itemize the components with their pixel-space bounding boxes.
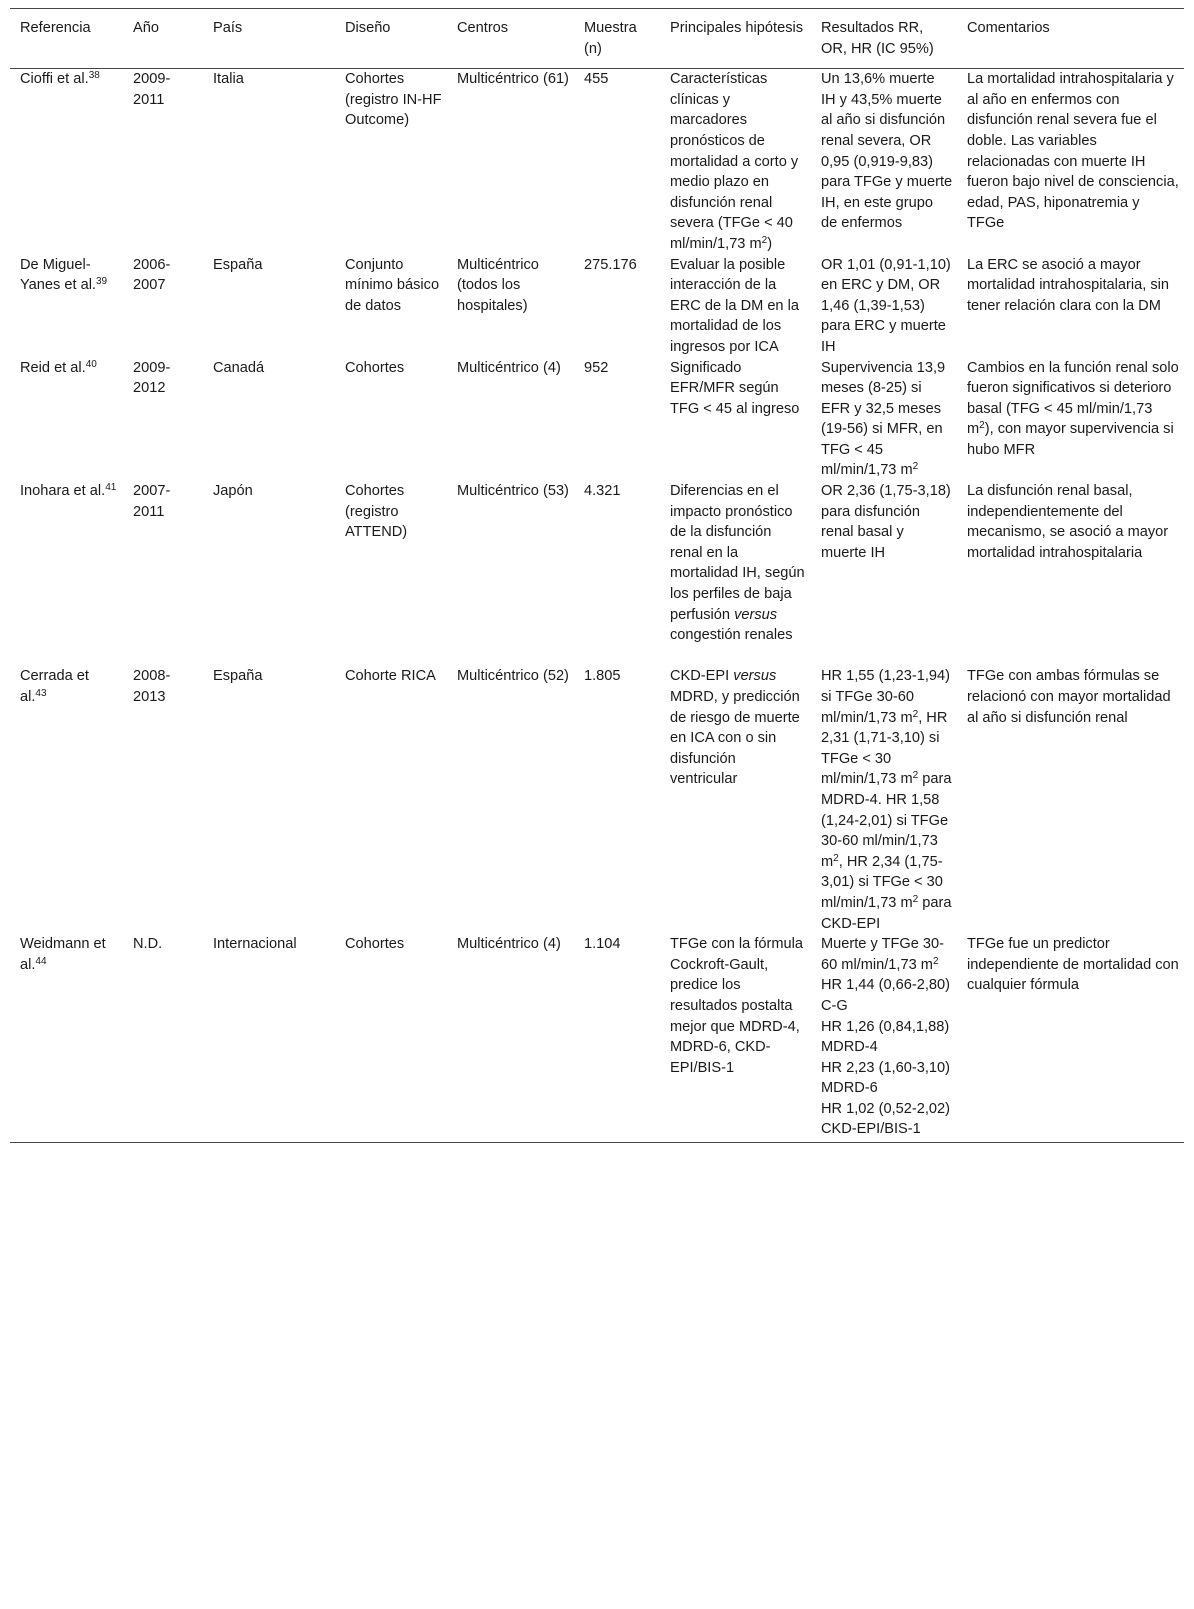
table-row [10, 358, 1184, 482]
cell-results: Muerte y TFGe 30-60 ml/min/1,73 $m^2$ HR 1,44 (0,66-2,80) C-G HR 1,26 (0,84,1,88) MDRD-4 HR 2,23 (1,60-3,10) MDRD-6 HR 1,02 (0,52-2,02) CKD-EPI/BIS-1 [811, 934, 957, 1142]
cell-centers: Multicéntrico (53) [457, 483, 569, 500]
col-header-pais: País [203, 9, 335, 69]
cell-hypothesis: Características clínicas y marcadores pronósticos de mortalidad a corto y medio plazo en disfunción renal severa (TFGe < 40 ml/min/1,73 $m^2$) [670, 71, 799, 252]
cell-results: HR 1,55 (1,23-1,94) si TFGe 30-60 ml/min/1,73 $m^2$, HR 2,31 (1,71-3,10) si TFGe < 30 ml/min/1,73 $m^2$ para MDRD-4. HR 1,58 (1,24-2,01) si TFGe 30-60 ml/min/1,73 $m^2$, HR 2,34 (1,75-3,01) si TFGe < 30 ml/min/1,73 $m^2$ para CKD-EPI [821, 668, 952, 932]
cell-year: N.D. [123, 934, 203, 1142]
cell-n: 1.104 [574, 934, 660, 1142]
cell-ref: Cerrada et al.$^{43}$ [20, 668, 89, 705]
cell-comments: TFGe fue un predictor independiente de mortalidad con cualquier fórmula [957, 934, 1184, 1142]
cell-comments: TFGe con ambas fórmulas se relacionó con mayor mortalidad al año si disfunción renal [967, 668, 1171, 726]
cell-ref: Weidmann et al.$^{44}$ [10, 934, 123, 1142]
cell-n: 455 [584, 71, 609, 88]
cell-hypothesis: Evaluar la posible interacción de la ERC de la DM en la mortalidad de los ingresos por ICA [670, 256, 799, 355]
cell-centers: Multicéntrico (61) [457, 71, 569, 88]
cell-country: España [213, 668, 263, 685]
cell-results: Supervivencia 13,9 meses (8-25) si EFR y 32,5 meses (19-56) si MFR, en TFG < 45 ml/min/1,73 $m^2$ [821, 359, 946, 479]
cell-design: Conjunto mínimo básico de datos [345, 256, 440, 314]
cell-ref: Inohara et al.$^{41}$ [20, 482, 117, 500]
col-header-muestra: Muestra (n) [574, 9, 660, 69]
cell-results: Un 13,6% muerte IH y 43,5% muerte al año si disfunción renal severa, OR 0,95 (0,919-9,83) para TFGe y muerte IH, en este grupo de enfermos [821, 71, 953, 232]
col-header-resultados: Resultados RR, OR, HR (IC 95%) [811, 9, 957, 69]
cell-centers: Multicéntrico (4) [447, 934, 574, 1142]
cell-design: Cohorte RICA [345, 668, 436, 685]
studies-table [10, 8, 1184, 1143]
cell-n: 952 [584, 359, 609, 376]
cell-year: 2009-2012 [133, 359, 171, 397]
cell-comments: La mortalidad intrahospitalaria y al año en enfermos con disfunción renal severa fue el doble. Las variables relacionadas con muerte IH fueron bajo nivel de consciencia, edad, PAS, hiponatremia y TFGe [967, 71, 1179, 232]
cell-comments: La ERC se asoció a mayor mortalidad intrahospitalaria, sin tener relación clara con la DM [967, 256, 1169, 314]
cell-hypothesis: Significado EFR/MFR según TFG < 45 al ingreso [670, 359, 800, 417]
cell-centers: Multicéntrico (4) [457, 359, 561, 376]
cell-n: 4.321 [584, 483, 621, 500]
cell-country: Japón [213, 483, 253, 500]
table-row [10, 255, 1184, 358]
cell-design: Cohortes (registro ATTEND) [345, 483, 408, 541]
table-row [10, 666, 1184, 934]
cell-results: OR 1,01 (0,91-1,10) en ERC y DM, OR 1,46 (1,39-1,53) para ERC y muerte IH [821, 256, 951, 355]
cell-comments: Cambios en la función renal solo fueron significativos si deterioro basal (TFG < 45 ml/min/1,73 $m^2$), con mayor supervivencia si hubo MFR [967, 359, 1179, 458]
cell-design: Cohortes [335, 934, 447, 1142]
col-header-referencia: Referencia [10, 9, 123, 69]
cell-country: Italia [213, 71, 244, 88]
cell-centers: Multicéntrico (todos los hospitales) [457, 256, 539, 314]
cell-design: Cohortes (registro IN-HF Outcome) [345, 71, 442, 129]
cell-year: 2006-2007 [133, 256, 171, 294]
cell-country: Internacional [203, 934, 335, 1142]
col-header-centros: Centros [447, 9, 574, 69]
table-row [10, 934, 1184, 1142]
col-header-comentarios: Comentarios [957, 9, 1184, 69]
col-header-diseno: Diseño [335, 9, 447, 69]
cell-results: OR 2,36 (1,75-3,18) para disfunción renal basal y muerte IH [821, 483, 951, 561]
cell-year: 2009-2011 [133, 71, 171, 108]
cell-hypothesis: CKD-EPI versus MDRD, y predicción de riesgo de muerte en ICA con o sin disfunción ventricular [670, 668, 800, 788]
table-row [10, 69, 1184, 255]
col-header-ano: Año [123, 9, 203, 69]
cell-hypothesis: TFGe con la fórmula Cockroft-Gault, predice los resultados postalta mejor que MDRD-4, MDRD-6, CKD-EPI/BIS-1 [660, 934, 811, 1142]
cell-comments: La disfunción renal basal, independientemente del mecanismo, se asoció a mayor mortalidad intrahospitalaria [967, 483, 1169, 561]
col-header-hipotesis: Principales hipótesis [660, 9, 811, 69]
cell-design: Cohortes [345, 359, 405, 376]
cell-country: España [213, 256, 263, 273]
header-row [10, 9, 1184, 69]
cell-year: 2007-2011 [133, 483, 171, 520]
cell-n: 275.176 [584, 256, 637, 273]
cell-n: 1.805 [584, 668, 621, 685]
cell-ref: Cioffi et al.$^{38}$ [20, 70, 100, 88]
cell-hypothesis: Diferencias en el impacto pronóstico de la disfunción renal en la mortalidad IH, según los perfiles de baja perfusión versus congestión renales [670, 483, 805, 644]
cell-centers: Multicéntrico (52) [457, 668, 569, 685]
table-row [10, 481, 1184, 666]
cell-ref: De Miguel-Yanes et al.$^{39}$ [20, 256, 108, 294]
cell-ref: Reid et al.$^{40}$ [20, 358, 97, 376]
cell-country: Canadá [213, 359, 265, 376]
cell-year: 2008-2013 [133, 668, 171, 705]
